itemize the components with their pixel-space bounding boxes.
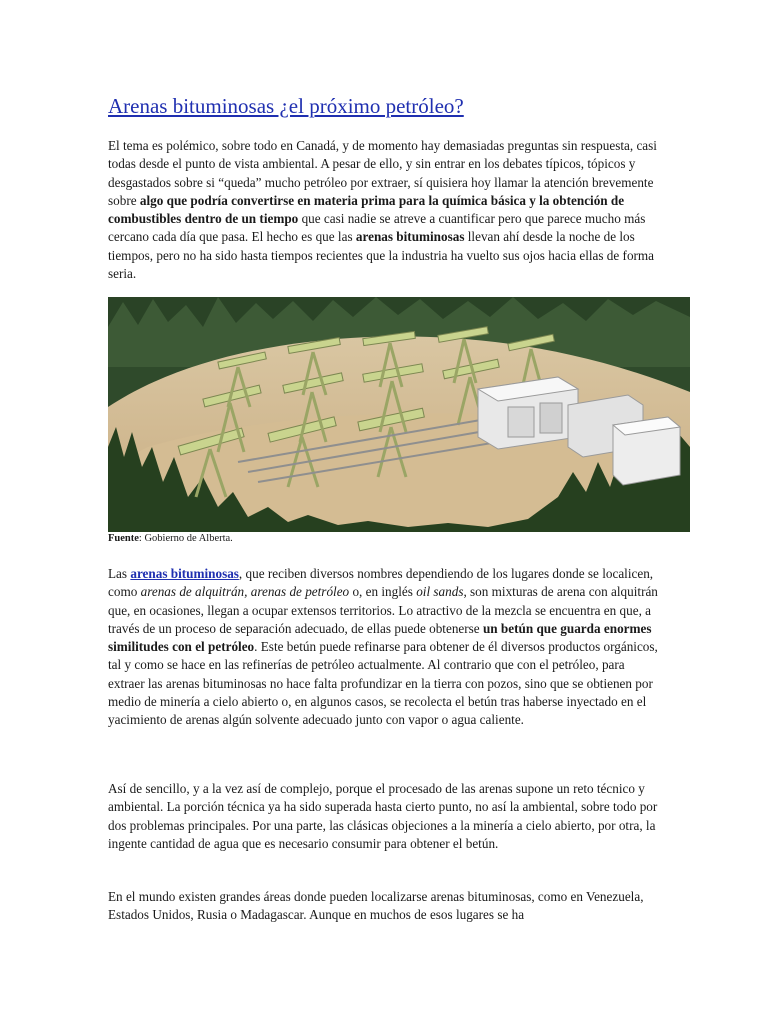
- italic-text: oil sands: [416, 584, 464, 600]
- oil-sands-photo: [108, 297, 690, 532]
- bold-text: arenas bituminosas: [355, 229, 465, 245]
- text-run: El tema es polémico, sobre todo en Canadá, y de momento hay demasiadas preguntas sin respuesta, casi todas desde el punto de vista ambiental. A pesar de ello, y sin entrar en los debates típicos, tópicos y desgastados sobre si “queda” mucho petróleo por extraer, sí quisiera hoy llamar la atención brevemente sobre: [108, 138, 657, 208]
- arenas-bituminosas-link[interactable]: arenas bituminosas: [130, 566, 239, 581]
- paragraph-definition: [108, 565, 664, 730]
- text-run: llevan ahí desde la noche de los tiempos, pero no ha sido hasta tiempos recientes que la industria ha vuelto sus ojos hacia ellas de forma seria.: [108, 229, 655, 282]
- text-run: Las: [108, 566, 131, 581]
- paragraph-world: En el mundo existen grandes áreas donde pueden localizarse arenas bituminosas, como en Venezuela, Estados Unidos, Rusia o Madagascar. Aunque en muchos de esos lugares se ha: [108, 889, 644, 923]
- figure-caption: [108, 533, 233, 544]
- bold-text: algo que podría convertirse en materia prima para la química básica y la obtención de combustibles dentro de un tiempo: [108, 192, 625, 227]
- text-run: que casi nadie se atreve a cuantificar pero que parece mucho más cercano cada día que pasa. El hecho es que las: [108, 211, 646, 245]
- paragraph-intro: [108, 137, 664, 283]
- bold-text: un betún que guarda enormes similitudes con el petróleo: [108, 620, 652, 655]
- article-title[interactable]: Arenas bituminosas ¿el próximo petróleo?: [108, 94, 464, 118]
- paragraph-world-clip: [108, 888, 668, 928]
- text-run: o, en inglés: [349, 584, 417, 600]
- caption-text: : Gobierno de Alberta.: [138, 533, 233, 544]
- paragraph-challenges: Así de sencillo, y a la vez así de complejo, porque el procesado de las arenas supone un reto técnico y ambiental. La porción técnica ya ha sido superada hasta cierto punto, no así la ambiental, sobre todo por dos problemas principales. Por una parte, las clásicas objeciones a la minería a cielo abierto, por otra, la ingente cantidad de agua que es necesario consumir para obtener el betún.: [108, 781, 658, 851]
- text-run: . Este betún puede refinarse para obtener de él diversos productos orgánicos, tal y como se hace en las refinerías de petróleo actualmente. Al contrario que con el petróleo, para extraer las arenas bituminosas no hace falta profundizar en la tierra con pozos, sino que se obtienen por medio de minería a cielo abierto o, en algunos casos, se recolecta el betún tras haberse inyectado en el yacimiento de arenas algún solvente adecuado junto con vapor o agua caliente.: [108, 639, 658, 728]
- italic-text: arenas de alquitrán, arenas de petróleo: [140, 584, 350, 600]
- caption-label: Fuente: [108, 533, 139, 544]
- text-run: , son mixturas de arena con alquitrán que, en ocasiones, llegan a ocupar extensos territorios. Lo atractivo de la mezcla se encuentra en que, a través de un proceso de separación adecuado, de ellas puede obtenerse: [108, 584, 658, 636]
- text-run: , que reciben diversos nombres dependiendo de los lugares donde se localicen, como: [108, 566, 654, 600]
